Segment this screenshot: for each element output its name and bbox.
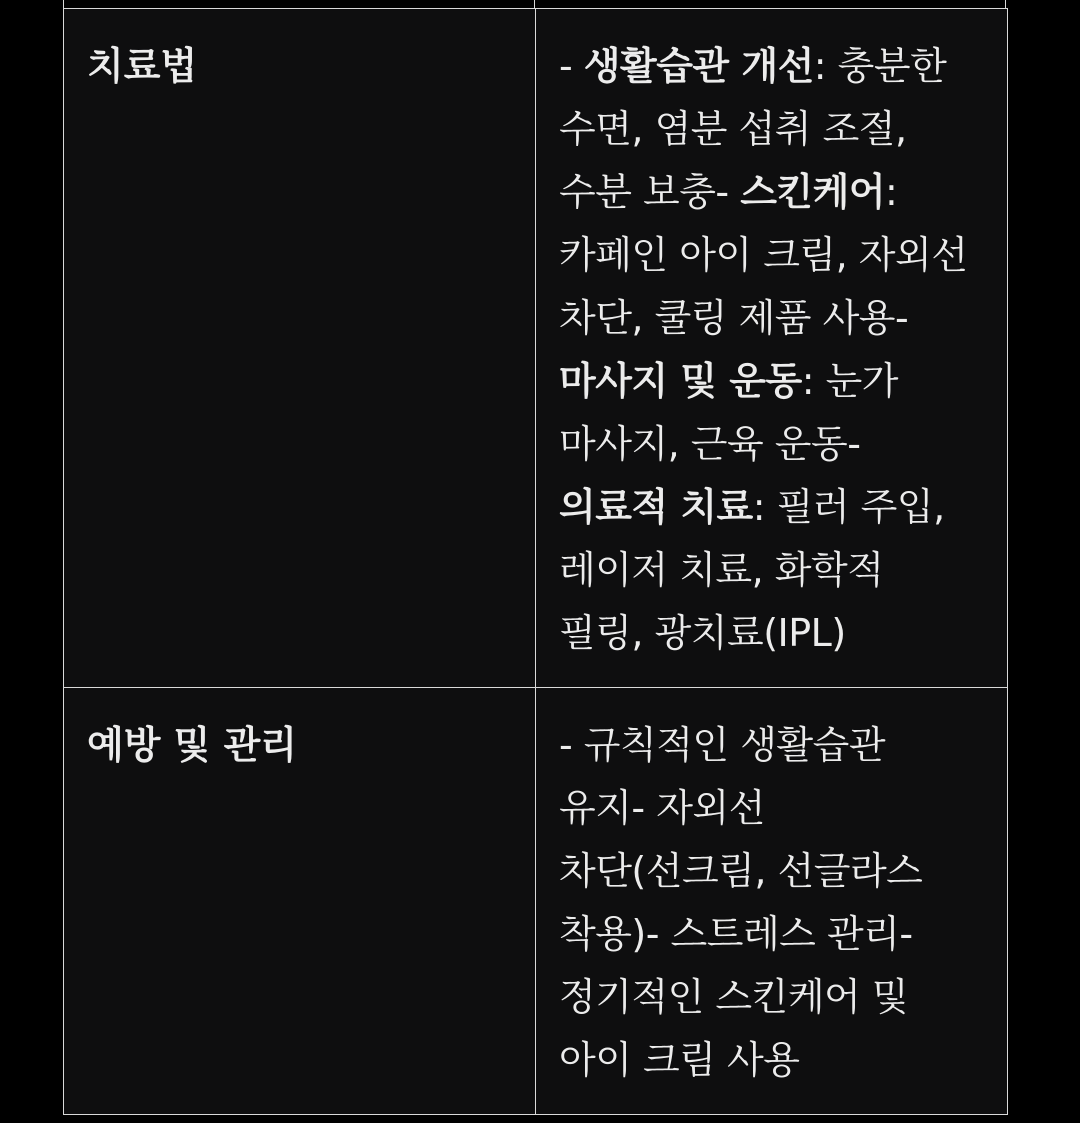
text-segment: : 충분한 xyxy=(813,44,947,88)
cell-text-line xyxy=(559,35,985,98)
bold-text-segment: 마사지 및 운동 xyxy=(559,359,802,403)
cell-text-line xyxy=(559,966,985,1029)
text-segment: 아이 크림 사용 xyxy=(559,1038,800,1082)
cell-text-line xyxy=(559,161,985,224)
text-segment: 마사지, 근육 운동- xyxy=(559,422,861,466)
text-segment: : 필러 주입, xyxy=(752,485,945,529)
text-segment: 수면, 염분 섭취 조절, xyxy=(559,107,907,151)
cell-text-line xyxy=(559,224,985,287)
text-segment: 유지- 자외선 xyxy=(559,786,765,830)
text-segment: 차단(선크림, 선글라스 xyxy=(559,849,923,893)
text-segment: 차단, 쿨링 제품 사용- xyxy=(559,296,909,340)
cell-text-line xyxy=(559,777,985,840)
row-value-treatment xyxy=(536,9,1008,688)
cell-text-line xyxy=(559,602,985,665)
column-divider-stub xyxy=(534,0,535,8)
bold-text-segment: 생활습관 개선 xyxy=(583,44,814,88)
bold-text-segment: 의료적 치료 xyxy=(559,485,753,529)
cell-text-line xyxy=(559,350,985,413)
text-segment: : xyxy=(885,170,898,214)
cell-text-line xyxy=(559,903,985,966)
row-label-treatment: 치료법 xyxy=(64,9,536,688)
text-segment: 카페인 아이 크림, 자외선 xyxy=(559,233,968,277)
text-segment: - xyxy=(559,44,584,88)
cell-text-line xyxy=(559,840,985,903)
text-segment: 레이저 치료, 화학적 xyxy=(559,548,884,592)
cell-text-line xyxy=(559,413,985,476)
cell-text-line xyxy=(559,98,985,161)
text-segment: - 규칙적인 생활습관 xyxy=(559,723,886,767)
info-table xyxy=(63,8,1008,1115)
text-segment: 정기적인 스킨케어 및 xyxy=(559,975,909,1019)
text-segment: 수분 보충- xyxy=(559,170,741,214)
cell-text-line xyxy=(559,714,985,777)
row-label-prevention: 예방 및 관리 xyxy=(64,688,536,1115)
bold-text-segment: 스킨케어 xyxy=(740,170,886,214)
cell-text-line xyxy=(559,476,985,539)
text-segment: 필링, 광치료(IPL) xyxy=(559,611,846,655)
text-segment: 착용)- 스트레스 관리- xyxy=(559,912,913,956)
cell-text-line xyxy=(559,287,985,350)
text-segment: : 눈가 xyxy=(801,359,899,403)
table-row-prevention xyxy=(64,688,1008,1115)
row-value-prevention xyxy=(536,688,1008,1115)
cell-text-line xyxy=(559,539,985,602)
table-row-treatment xyxy=(64,9,1008,688)
cell-text-line xyxy=(559,1029,985,1092)
table-top-edge xyxy=(63,0,1006,8)
